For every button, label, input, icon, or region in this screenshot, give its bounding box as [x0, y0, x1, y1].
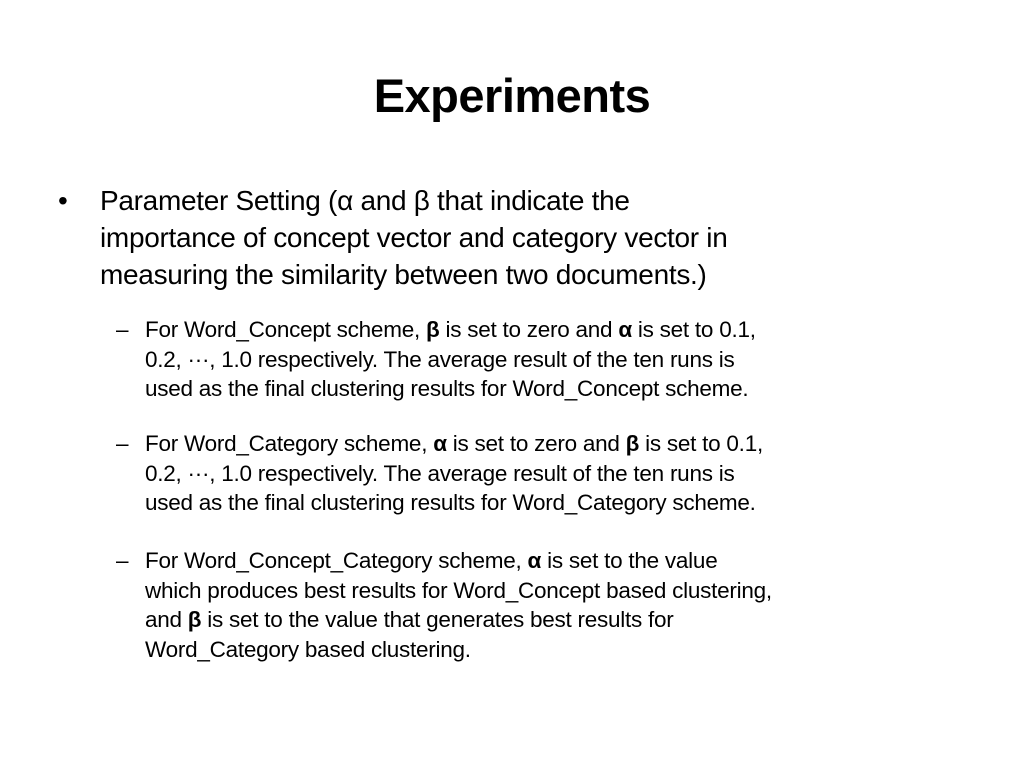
main-bullet — [58, 182, 968, 293]
sub-bullet-line — [145, 429, 976, 459]
sub-bullet-line: used as the final clustering results for Word_Category scheme. — [145, 490, 756, 515]
slide-title: Experiments — [373, 69, 651, 122]
text-run: For Word_Category scheme, — [145, 431, 434, 456]
sub-bullet-line — [145, 605, 976, 635]
sub-bullet-line: which produces best results for Word_Concept based clustering, — [145, 577, 772, 603]
main-bullet-line: measuring the similarity between two documents.) — [100, 259, 707, 290]
main-bullet-text — [100, 182, 968, 293]
text-run: is set to 0.1, — [631, 317, 756, 342]
dash-marker: – — [116, 431, 129, 456]
sub-bullet-line: Word_Category based clustering. — [145, 636, 471, 662]
sub-bullet-text — [145, 315, 976, 404]
beta-symbol: β — [187, 607, 202, 632]
bullet-marker: • — [58, 185, 68, 216]
sub-bullet-line — [145, 546, 976, 576]
alpha-symbol: α — [527, 548, 542, 573]
text-run: is set to zero and — [446, 431, 626, 456]
text-run: For Word_Concept_Category scheme, — [145, 548, 528, 573]
text-run: is set to the value that generates best results for — [201, 607, 674, 632]
main-bullet-line: Parameter Setting (α and β that indicate the — [100, 185, 630, 216]
sub-bullet-line: 0.2, ···, 1.0 respectively. The average result of the ten runs is — [145, 460, 735, 486]
sub-bullet-word-category — [116, 429, 976, 518]
sub-bullet-line — [145, 315, 976, 345]
text-run: For Word_Concept scheme, — [145, 317, 426, 342]
sub-bullet-word-concept-category — [116, 546, 976, 664]
sub-bullet-line: 0.2, ···, 1.0 respectively. The average result of the ten runs is — [145, 346, 735, 372]
sub-bullet-word-concept — [116, 315, 976, 404]
beta-symbol: β — [625, 431, 640, 456]
sub-bullet-text — [145, 546, 976, 664]
text-run: and — [145, 607, 188, 632]
beta-symbol: β — [425, 317, 440, 342]
sub-bullet-line: used as the final clustering results for Word_Concept scheme. — [145, 376, 749, 401]
text-run: is set to the value — [541, 548, 718, 573]
text-run: is set to zero and — [439, 317, 619, 342]
dash-marker: – — [116, 548, 129, 573]
text-run: is set to 0.1, — [639, 431, 763, 456]
main-bullet-line: importance of concept vector and category vector in — [100, 222, 728, 253]
sub-bullet-text — [145, 429, 976, 518]
dash-marker: – — [116, 317, 129, 342]
alpha-symbol: α — [433, 431, 447, 456]
alpha-symbol: α — [618, 317, 632, 342]
